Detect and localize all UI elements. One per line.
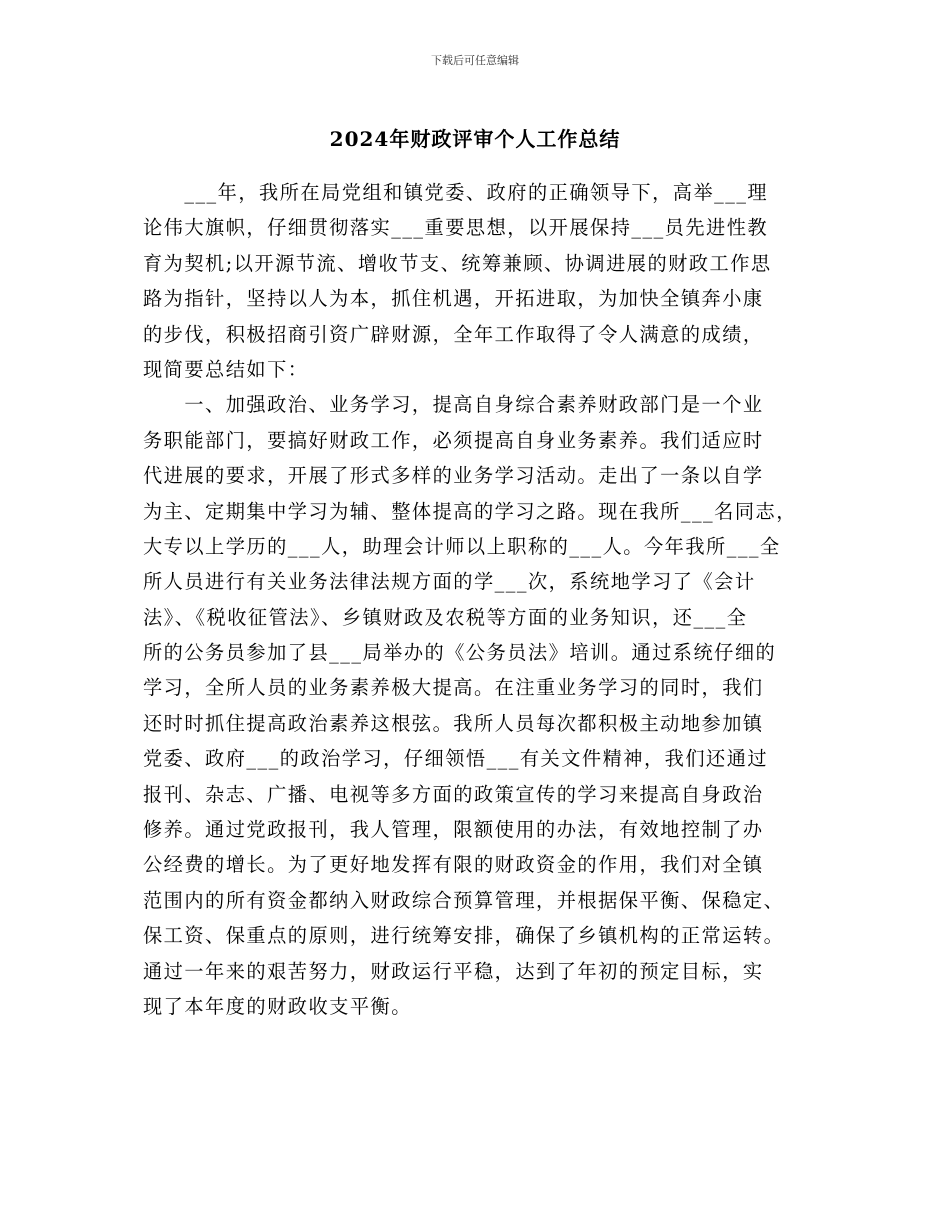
text-line: 范围内的所有资金都纳入财政综合预算管理，并根据保平衡、保稳定、	[143, 888, 785, 912]
text-line: 修养。通过党政报刊，我人管理，限额使用的办法，有效地控制了办	[143, 818, 764, 842]
text-line: 所的公务员参加了县___局举办的《公务员法》培训。通过系统仔细的	[143, 641, 777, 665]
text-line: 一、加强政治、业务学习，提高自身综合素养财政部门是一个业	[143, 393, 764, 417]
paragraph-section-one	[143, 387, 833, 1024]
paragraph-intro	[143, 175, 833, 387]
text-line: 所人员进行有关业务法律法规方面的学___次，系统地学习了《会计	[143, 570, 756, 594]
text-line: 育为契机;以开源节流、增收节支、统筹兼顾、协调进展的财政工作思	[143, 251, 772, 275]
text-line: 的步伐，积极招商引资广辟财源，全年工作取得了令人满意的成绩，	[143, 322, 764, 346]
text-line: ___年，我所在局党组和镇党委、政府的正确领导下，高举___理	[143, 181, 769, 204]
text-line: 学习，全所人员的业务素养极大提高。在注重业务学习的同时，我们	[143, 676, 764, 700]
text-line: 论伟大旗帜，仔细贯彻落实___重要思想，以开展保持___员先进性教	[143, 216, 769, 240]
text-line: 还时时抓住提高政治素养这根弦。我所人员每次都积极主动地参加镇	[143, 711, 764, 735]
text-line: 路为指针，坚持以人为本，抓住机遇，开拓进取，为加快全镇奔小康	[143, 287, 764, 311]
text-line: 通过一年来的艰苦努力，财政运行平稳，达到了年初的预定目标，实	[143, 959, 764, 983]
page-header: 下载后可任意编辑	[431, 54, 519, 67]
text-line: 现简要总结如下：	[143, 357, 309, 381]
text-line: 报刊、杂志、广播、电视等多方面的政策宣传的学习来提高自身政治	[143, 782, 764, 806]
document-title: 2024年财政评审个人工作总结	[329, 127, 621, 151]
text-line: 为主、定期集中学习为辅、整体提高的学习之路。现在我所___名同志，	[143, 499, 797, 523]
document-body	[143, 175, 833, 1024]
text-line: 大专以上学历的___人，助理会计师以上职称的___人。今年我所___全	[143, 534, 781, 558]
text-line: 现了本年度的财政收支平衡。	[143, 994, 412, 1018]
text-line: 保工资、保重点的原则，进行统筹安排，确保了乡镇机构的正常运转。	[143, 924, 785, 948]
text-line: 党委、政府___的政治学习，仔细领悟___有关文件精神，我们还通过	[143, 747, 769, 771]
text-line: 代进展的要求，开展了形式多样的业务学习活动。走出了一条以自学	[143, 464, 764, 488]
text-line: 务职能部门，要搞好财政工作，必须提高自身业务素养。我们适应时	[143, 428, 764, 452]
text-line: 法》、《税收征管法》、乡镇财政及农税等方面的业务知识，还___全	[143, 605, 748, 629]
text-line: 公经费的增长。为了更好地发挥有限的财政资金的作用，我们对全镇	[143, 853, 764, 877]
